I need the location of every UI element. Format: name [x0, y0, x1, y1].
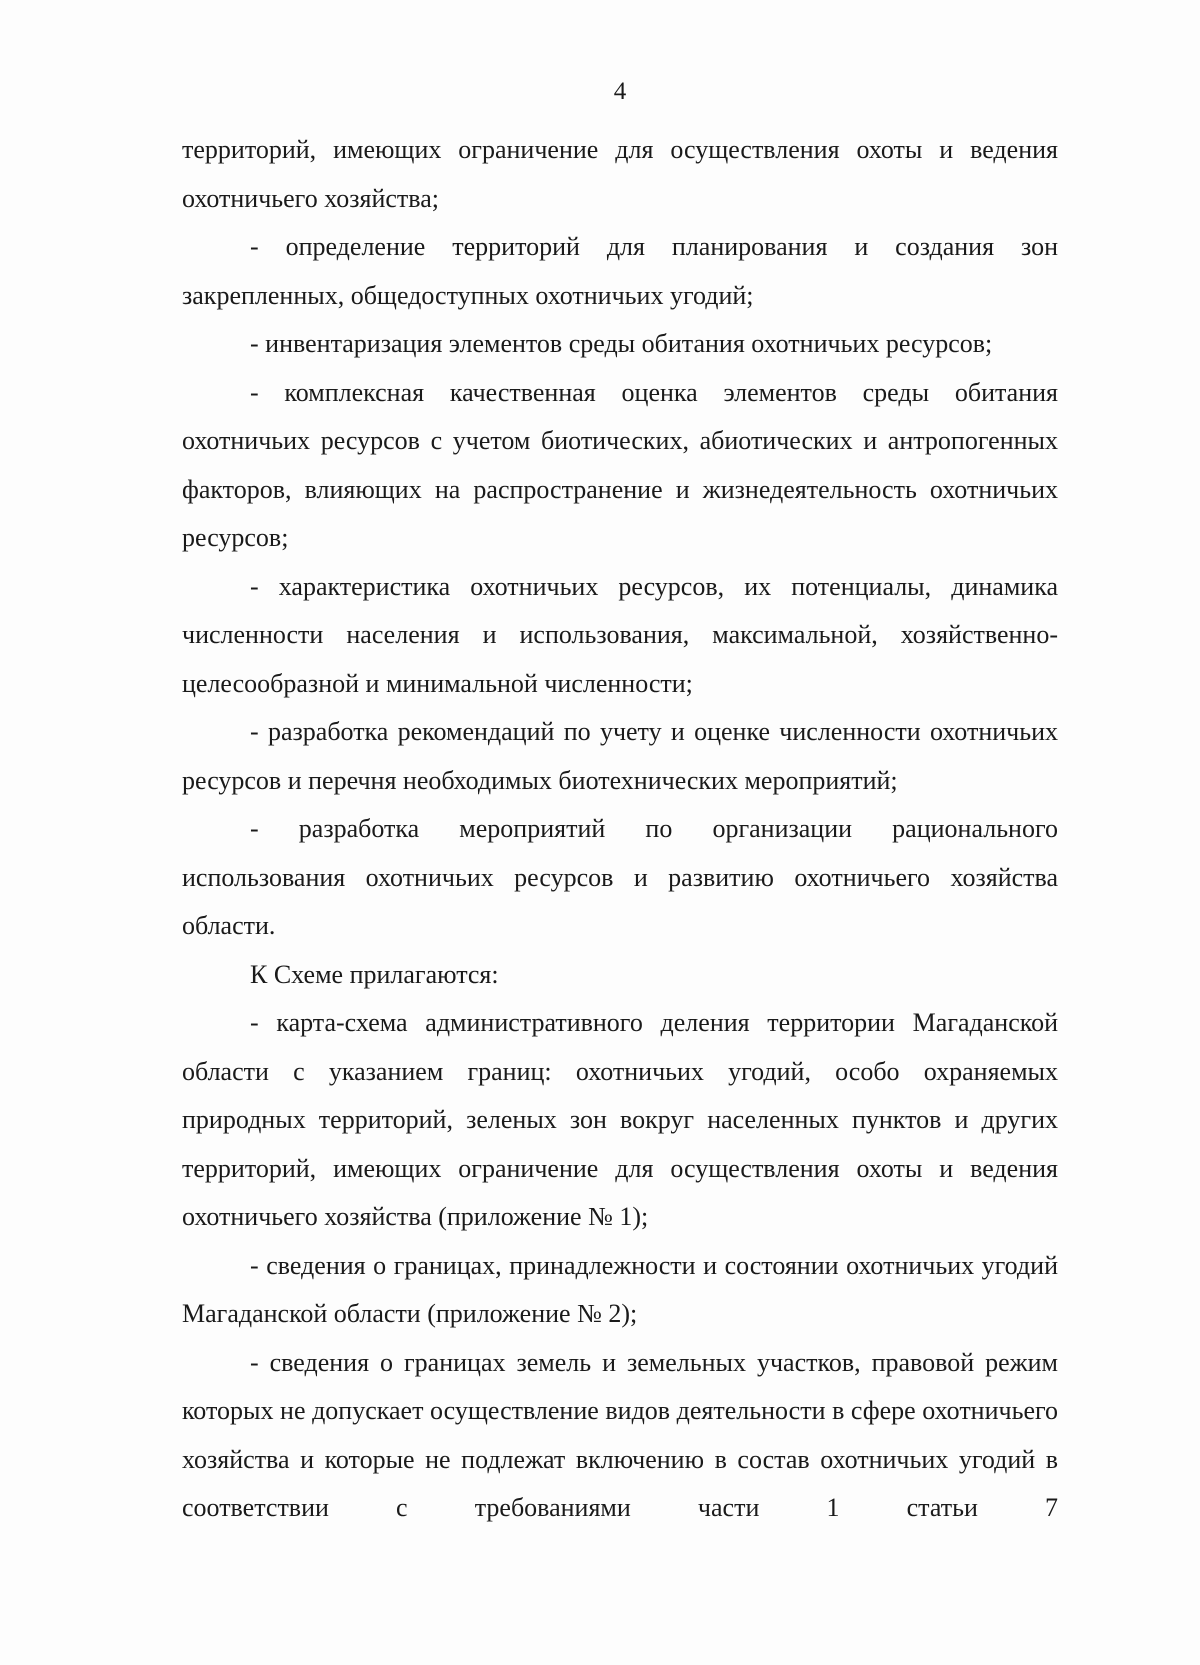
list-item-rational-use-measures: - разработка мероприятий по организации рационального использования охотничьих ресурсов и развитию охотничьего хозяйства области.	[182, 814, 1058, 940]
document-body	[182, 126, 1058, 1533]
list-item-resource-characteristics: - характеристика охотничьих ресурсов, их потенциалы, динамика численности населения и использования, максимальной, хозяйственно-целесообразной и минимальной численности;	[182, 571, 1058, 698]
attachment-item-land-boundaries: - сведения о границах земель и земельных участков, правовой режим которых не допускает осуществление видов деятельности в сфере охотничьего хозяйства и которые не подлежат включению в состав охотничьих угодий в соответствии с требованиями части 1 статьи 7	[182, 1347, 1058, 1522]
attachment-item-hunting-grounds: - сведения о границах, принадлежности и состоянии охотничьих угодий Магаданской области (приложение № 2);	[182, 1250, 1058, 1328]
list-item-recommendations: - разработка рекомендаций по учету и оценке численности охотничьих ресурсов и перечня необходимых биотехнических мероприятий;	[182, 717, 1058, 795]
list-item-territory-definition: - определение территорий для планирования и создания зон закрепленных, общедоступных охотничьих угодий;	[182, 232, 1058, 310]
paragraph-continuation: территорий, имеющих ограничение для осуществления охоты и ведения охотничьего хозяйства;	[182, 135, 1058, 213]
attachment-item-map-scheme: - карта-схема административного деления территории Магаданской области с указанием границ: охотничьих угодий, особо охраняемых природных территорий, зеленых зон вокруг населенных пунктов и других территорий, имеющих ограничение для осуществления охоты и ведения охотничьего хозяйства (приложение № 1);	[182, 1008, 1058, 1231]
page-number: 4	[613, 78, 627, 105]
attachments-heading: К Схеме прилагаются:	[250, 959, 499, 989]
list-item-habitat-inventory: - инвентаризация элементов среды обитания охотничьих ресурсов;	[250, 329, 993, 358]
list-item-habitat-assessment: - комплексная качественная оценка элементов среды обитания охотничьих ресурсов с учетом биотических, абиотических и антропогенных факторов, влияющих на распространение и жизнедеятельность охотничьих ресурсов;	[182, 377, 1058, 552]
